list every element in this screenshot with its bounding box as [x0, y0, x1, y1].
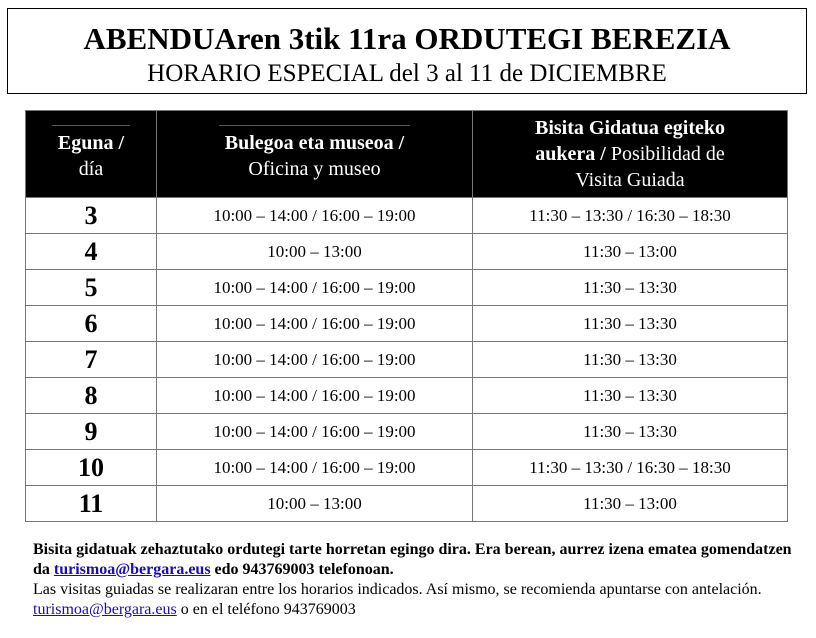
col-header-office-es: Oficina y museo	[248, 157, 381, 180]
office-hours-cell: 10:00 – 14:00 / 16:00 – 19:00	[157, 306, 473, 342]
day-cell: 9	[26, 414, 157, 450]
page-title: ABENDUAren 3tik 11ra ORDUTEGI BEREZIA	[83, 21, 731, 56]
footnote-eu-text-2: edo 943769003 telefonoan.	[210, 561, 394, 578]
guided-hours-cell: 11:30 – 13:30	[473, 414, 788, 450]
col-header-guided-es-1: Posibilidad de	[610, 143, 725, 165]
col-header-day-es: día	[78, 157, 104, 180]
table-row	[26, 270, 788, 306]
col-header-office-eu: Bulegoa eta museoa /	[224, 131, 405, 154]
schedule-table	[25, 110, 788, 522]
guided-hours-cell: 11:30 – 13:30 / 16:30 – 18:30	[473, 198, 788, 234]
col-header-office	[157, 111, 473, 198]
footnote-es-text-2: o en el teléfono 943769003	[176, 601, 356, 618]
office-hours-cell: 10:00 – 14:00 / 16:00 – 19:00	[157, 414, 473, 450]
office-hours-cell: 10:00 – 14:00 / 16:00 – 19:00	[157, 198, 473, 234]
guided-hours-cell: 11:30 – 13:00	[473, 486, 788, 522]
guided-hours-cell: 11:30 – 13:30	[473, 270, 788, 306]
table-row	[26, 306, 788, 342]
email-link[interactable]: turismoa@bergara.eus	[33, 601, 177, 618]
footnote-eu	[33, 540, 803, 580]
col-header-guided-eu-1: Bisita Gidatua egiteko	[534, 117, 725, 139]
col-header-guided-es-2: Visita Guiada	[575, 169, 685, 191]
footnote-eu-text-1: Bisita gidatuak zehaztutako ordutegi tarte horretan egingo dira. Era berean, aurrez izena ematea gomendatzen da	[33, 541, 792, 578]
table-row	[26, 486, 788, 522]
day-cell: 3	[26, 198, 157, 234]
email-link[interactable]: turismoa@bergara.eus	[53, 561, 211, 578]
day-cell: 8	[26, 378, 157, 414]
guided-hours-cell: 11:30 – 13:00	[473, 234, 788, 270]
table-row	[26, 342, 788, 378]
table-row	[26, 378, 788, 414]
office-hours-cell: 10:00 – 14:00 / 16:00 – 19:00	[157, 342, 473, 378]
day-cell: 11	[26, 486, 157, 522]
table-header-row	[26, 111, 788, 198]
col-header-day-eu: Eguna /	[57, 131, 125, 154]
day-cell: 6	[26, 306, 157, 342]
footnote-es-text-1: Las visitas guiadas se realizaran entre los horarios indicados. Así mismo, se recomienda apuntarse con antelación.	[33, 581, 762, 598]
col-header-guided	[473, 111, 788, 198]
table-row	[26, 234, 788, 270]
guided-hours-cell: 11:30 – 13:30	[473, 306, 788, 342]
table-row	[26, 414, 788, 450]
office-hours-cell: 10:00 – 13:00	[157, 234, 473, 270]
office-hours-cell: 10:00 – 13:00	[157, 486, 473, 522]
day-cell: 5	[26, 270, 157, 306]
col-header-guided-eu-2: aukera /	[535, 143, 606, 165]
office-hours-cell: 10:00 – 14:00 / 16:00 – 19:00	[157, 270, 473, 306]
page-subtitle: HORARIO ESPECIAL del 3 al 11 de DICIEMBRE	[147, 60, 667, 87]
footnote	[33, 540, 803, 620]
day-cell: 7	[26, 342, 157, 378]
table-row	[26, 198, 788, 234]
guided-hours-cell: 11:30 – 13:30 / 16:30 – 18:30	[473, 450, 788, 486]
guided-hours-cell: 11:30 – 13:30	[473, 378, 788, 414]
title-box	[7, 8, 807, 94]
day-cell: 4	[26, 234, 157, 270]
office-hours-cell: 10:00 – 14:00 / 16:00 – 19:00	[157, 378, 473, 414]
office-hours-cell: 10:00 – 14:00 / 16:00 – 19:00	[157, 450, 473, 486]
table-row	[26, 450, 788, 486]
guided-hours-cell: 11:30 – 13:30	[473, 342, 788, 378]
footnote-es	[33, 580, 803, 620]
day-cell: 10	[26, 450, 157, 486]
col-header-day	[26, 111, 157, 198]
